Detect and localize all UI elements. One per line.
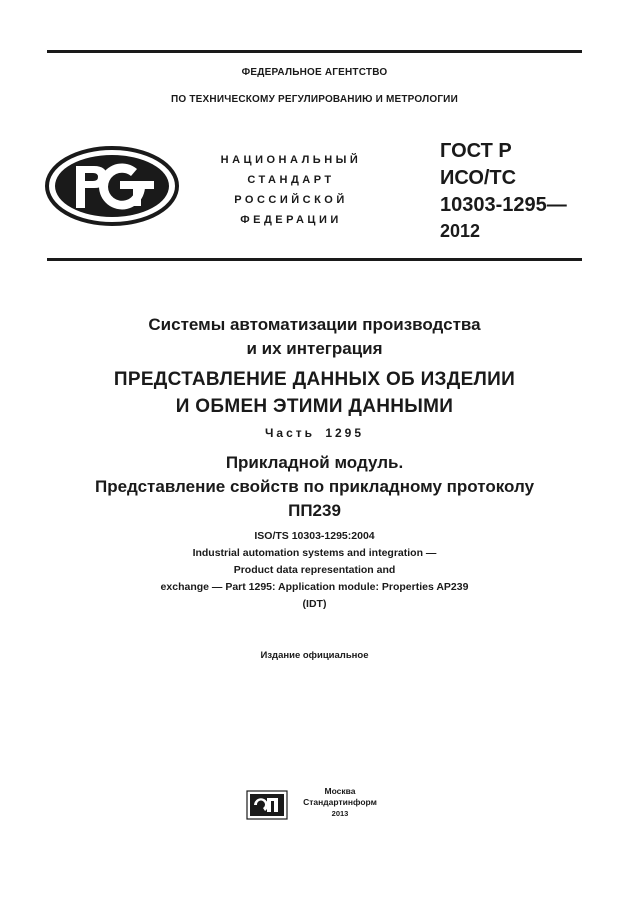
main-title	[47, 366, 582, 420]
main-title-line: И ОБМЕН ЭТИМИ ДАННЫМИ	[175, 396, 454, 417]
agency-name-line2: ПО ТЕХНИЧЕСКОМУ РЕГУЛИРОВАНИЮ И МЕТРОЛОГИИ	[171, 94, 458, 105]
designation-line: ГОСТ Р	[440, 140, 512, 162]
publisher-city: Москва	[324, 786, 356, 796]
subtitle-line: ПП239	[288, 501, 341, 520]
agency-name-line1: ФЕДЕРАЛЬНОЕ АГЕНТСТВО	[241, 67, 388, 78]
rst-certification-logo	[44, 146, 180, 226]
national-standard-label	[200, 150, 382, 230]
standard-designation	[440, 138, 590, 243]
iso-reference-line: Industrial automation systems and integration —	[192, 547, 437, 559]
subtitle-line: Представление свойств по прикладному протоколу	[94, 477, 535, 496]
national-line: НАЦИОНАЛЬНЫЙ	[220, 154, 362, 166]
edition-note: Издание официальное	[260, 650, 369, 661]
publisher-name: Стандартинформ	[303, 797, 377, 807]
designation-year: 2012	[440, 221, 481, 241]
middle-rule	[47, 258, 582, 261]
top-rule	[47, 50, 582, 53]
series-title-line: Системы автоматизации производства	[148, 315, 481, 334]
designation-line: 10303-1295—	[440, 194, 567, 216]
national-line: РОССИЙСКОЙ	[234, 194, 348, 206]
iso-reference	[47, 528, 582, 613]
iso-reference-line: (IDT)	[302, 598, 327, 610]
subtitle-line: Прикладной модуль.	[225, 453, 404, 472]
subtitle	[47, 451, 582, 523]
standartinform-logo	[246, 790, 288, 820]
iso-reference-line: Product data representation and	[233, 564, 396, 576]
part-number: Часть 1295	[264, 426, 365, 440]
series-title	[47, 313, 582, 361]
national-line: ФЕДЕРАЦИИ	[240, 214, 342, 226]
series-title-line: и их интеграция	[246, 339, 383, 358]
iso-reference-line: exchange — Part 1295: Application module: Properties AP239	[160, 581, 469, 593]
national-line: СТАНДАРТ	[247, 174, 335, 186]
main-title-line: ПРЕДСТАВЛЕНИЕ ДАННЫХ ОБ ИЗДЕЛИИ	[113, 369, 516, 390]
iso-reference-line: ISO/TS 10303-1295:2004	[254, 530, 375, 542]
designation-line: ИСО/ТС	[440, 167, 517, 189]
publisher-imprint	[294, 786, 386, 819]
publication-year: 2013	[331, 809, 349, 818]
